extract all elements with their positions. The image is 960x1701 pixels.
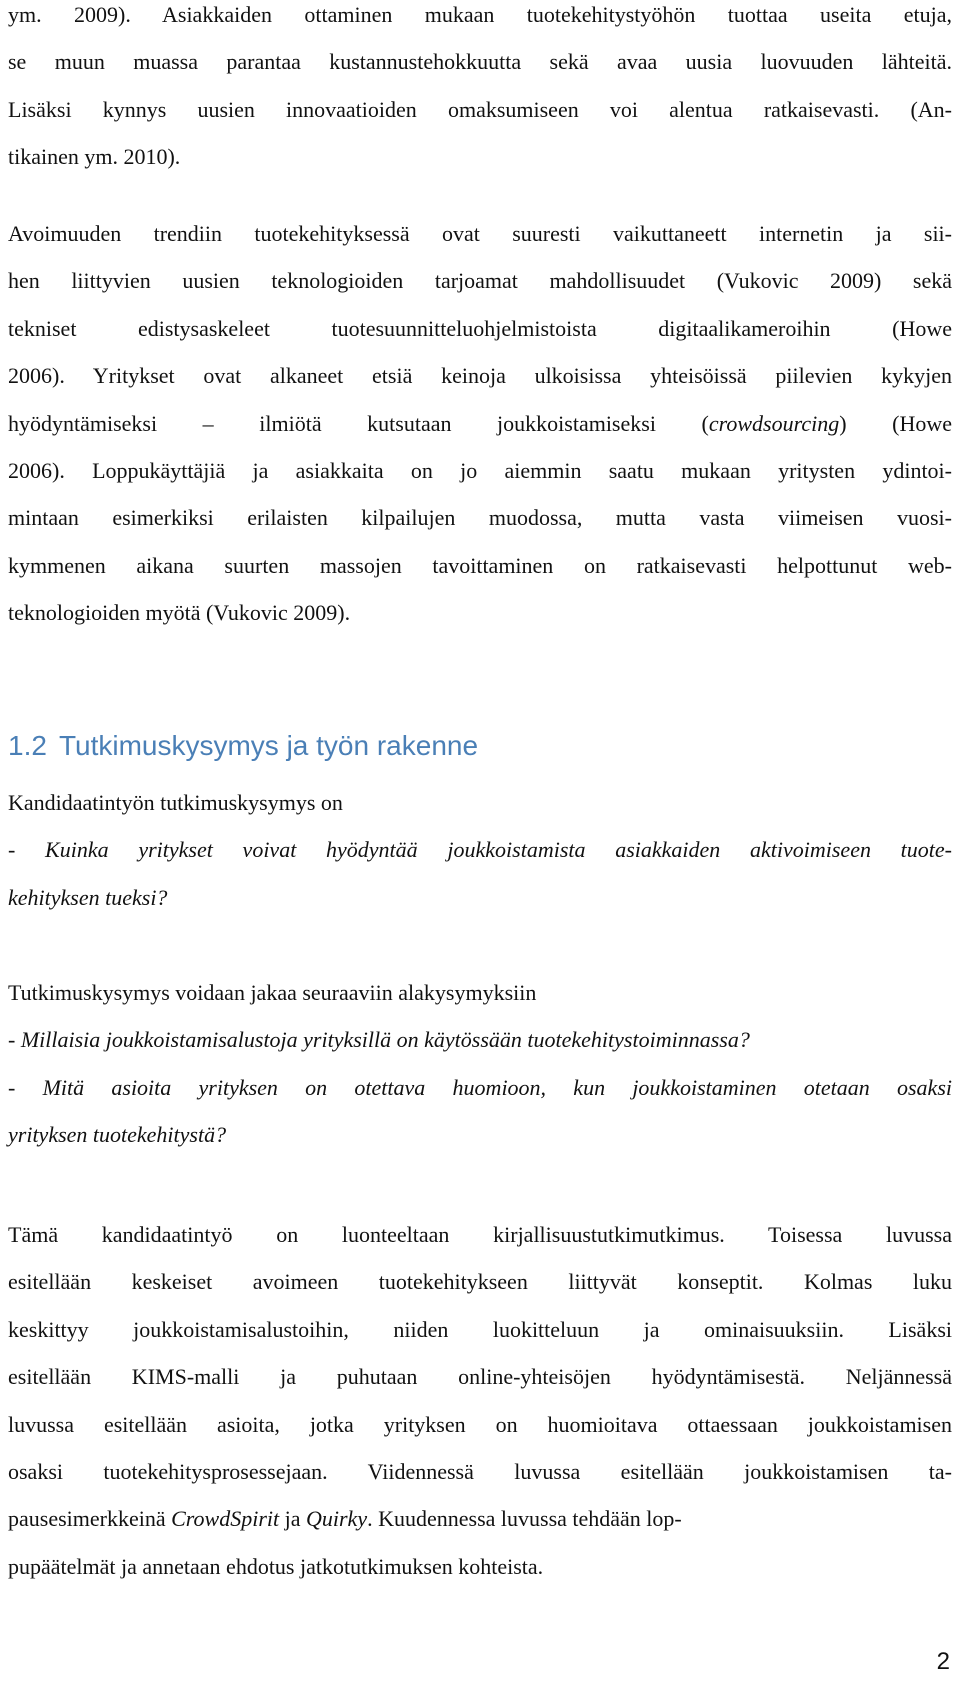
- paragraph-openness-trend: [8, 210, 952, 637]
- section-number: 1.2: [8, 730, 47, 761]
- paragraph-thesis-structure: [8, 1211, 952, 1590]
- text-line: tekniset edistysaskeleet tuotesuunnitteluohjelmistoista digitaalikameroihin (Howe: [8, 315, 952, 341]
- research-question-intro: Kandidaatintyön tutkimuskysymys on: [8, 790, 343, 815]
- list-dash: -: [8, 837, 46, 863]
- italic-term: CrowdSpirit: [171, 1506, 280, 1532]
- text-line: mintaan esimerkiksi erilaisten kilpailujen muodossa, mutta vasta viimeisen vuosi-: [8, 505, 952, 531]
- italic-term: crowdsourcing: [708, 410, 840, 436]
- text-line: kymmenen aikana suurten massojen tavoittaminen on ratkaisevasti helpottunut web-: [8, 552, 952, 578]
- text-line: Tämä kandidaatintyö on luonteeltaan kirjallisuustutkimutkimus. Toisessa luvussa: [8, 1222, 952, 1247]
- text-line: Lisäksi kynnys uusien innovaatioiden omaksumiseen voi alentua ratkaisevasti. (An-: [8, 96, 952, 122]
- research-question-line: [8, 826, 952, 873]
- text-segment: . Kuudennessa luvussa tehdään lop-: [367, 1506, 682, 1532]
- sub-question-text: Millaisia joukkoistamisalustoja yrityksillä on käytössään tuotekehitystoiminnassa?: [20, 1027, 750, 1053]
- text-line-case-examples: [8, 1495, 952, 1542]
- text-line: Avoimuuden trendiin tuotekehityksessä ovat suuresti vaikuttaneett internetin ja sii-: [8, 221, 952, 246]
- text-segment: hyödyntämiseksi – ilmiötä kutsutaan joukkoistamiseksi (: [8, 410, 709, 436]
- text-line: luvussa esitellään asioita, jotka yrityksen on huomioitava ottaessaan joukkoistamisen: [8, 1411, 952, 1437]
- sub-question-2: [8, 1064, 952, 1111]
- italic-term: Quirky: [306, 1506, 368, 1532]
- text-line: 2006). Loppukäyttäjiä ja asiakkaita on jo aiemmin saatu mukaan yritysten ydintoi-: [8, 458, 952, 484]
- research-question-block: [8, 779, 952, 921]
- text-line: osaksi tuotekehitysprosessejaan. Viidennessä luvussa esitellään joukkoistamisen ta-: [8, 1459, 952, 1485]
- section-heading: [8, 726, 478, 766]
- text-line: pupäätelmät ja annetaan ehdotus jatkotutkimuksen kohteista.: [8, 1553, 544, 1579]
- sub-question-1: [8, 1016, 952, 1063]
- text-segment: ja: [279, 1506, 306, 1532]
- text-line: esitellään keskeiset avoimeen tuotekehitykseen liittyvät konseptit. Kolmas luku: [8, 1269, 952, 1295]
- text-segment: pausesimerkkeinä: [8, 1506, 172, 1532]
- sub-question-text: yrityksen tuotekehitystä?: [8, 1122, 227, 1148]
- text-segment: ) (Howe: [839, 410, 952, 436]
- sub-questions-intro: Tutkimuskysymys voidaan jakaa seuraaviin alakysymyksiin: [8, 980, 537, 1005]
- text-line: teknologioiden myötä (Vukovic 2009).: [8, 600, 351, 626]
- text-line: hen liittyvien uusien teknologioiden tarjoamat mahdollisuudet (Vukovic 2009) sekä: [8, 268, 952, 294]
- paragraph-intro-continuation: [8, 0, 952, 181]
- text-line: 2006). Yritykset ovat alkaneet etsiä keinoja ulkoisissa yhteisöissä piilevien kykyjen: [8, 363, 952, 389]
- text-line: se muun muassa parantaa kustannustehokkuutta sekä avaa uusia luovuuden lähteitä.: [8, 49, 952, 75]
- research-question-text: kehityksen tueksi?: [8, 884, 168, 910]
- text-line: keskittyy joukkoistamisalustoihin, niiden luokitteluun ja ominaisuuksiin. Lisäksi: [8, 1316, 952, 1342]
- section-title: Tutkimuskysymys ja työn rakenne: [58, 730, 479, 761]
- sub-question-text: Mitä asioita yrityksen on otettava huomioon, kun joukkoistaminen otetaan osaksi: [42, 1074, 952, 1100]
- sub-questions-block: [8, 969, 952, 1159]
- research-question-text: Kuinka yritykset voivat hyödyntää joukkoistamista asiakkaiden aktivoimiseen tuote-: [45, 837, 952, 863]
- list-dash: -: [8, 1027, 21, 1053]
- list-dash: -: [8, 1074, 43, 1100]
- page-number: 2: [936, 1648, 950, 1675]
- text-line: ym. 2009). Asiakkaiden ottaminen mukaan tuotekehitystyöhön tuottaa useita etuja,: [8, 2, 952, 27]
- text-line-crowdsourcing: [8, 400, 952, 447]
- text-line: esitellään KIMS-malli ja puhutaan online-yhteisöjen hyödyntämisestä. Neljännessä: [8, 1364, 952, 1390]
- text-line: tikainen ym. 2010).: [8, 144, 181, 170]
